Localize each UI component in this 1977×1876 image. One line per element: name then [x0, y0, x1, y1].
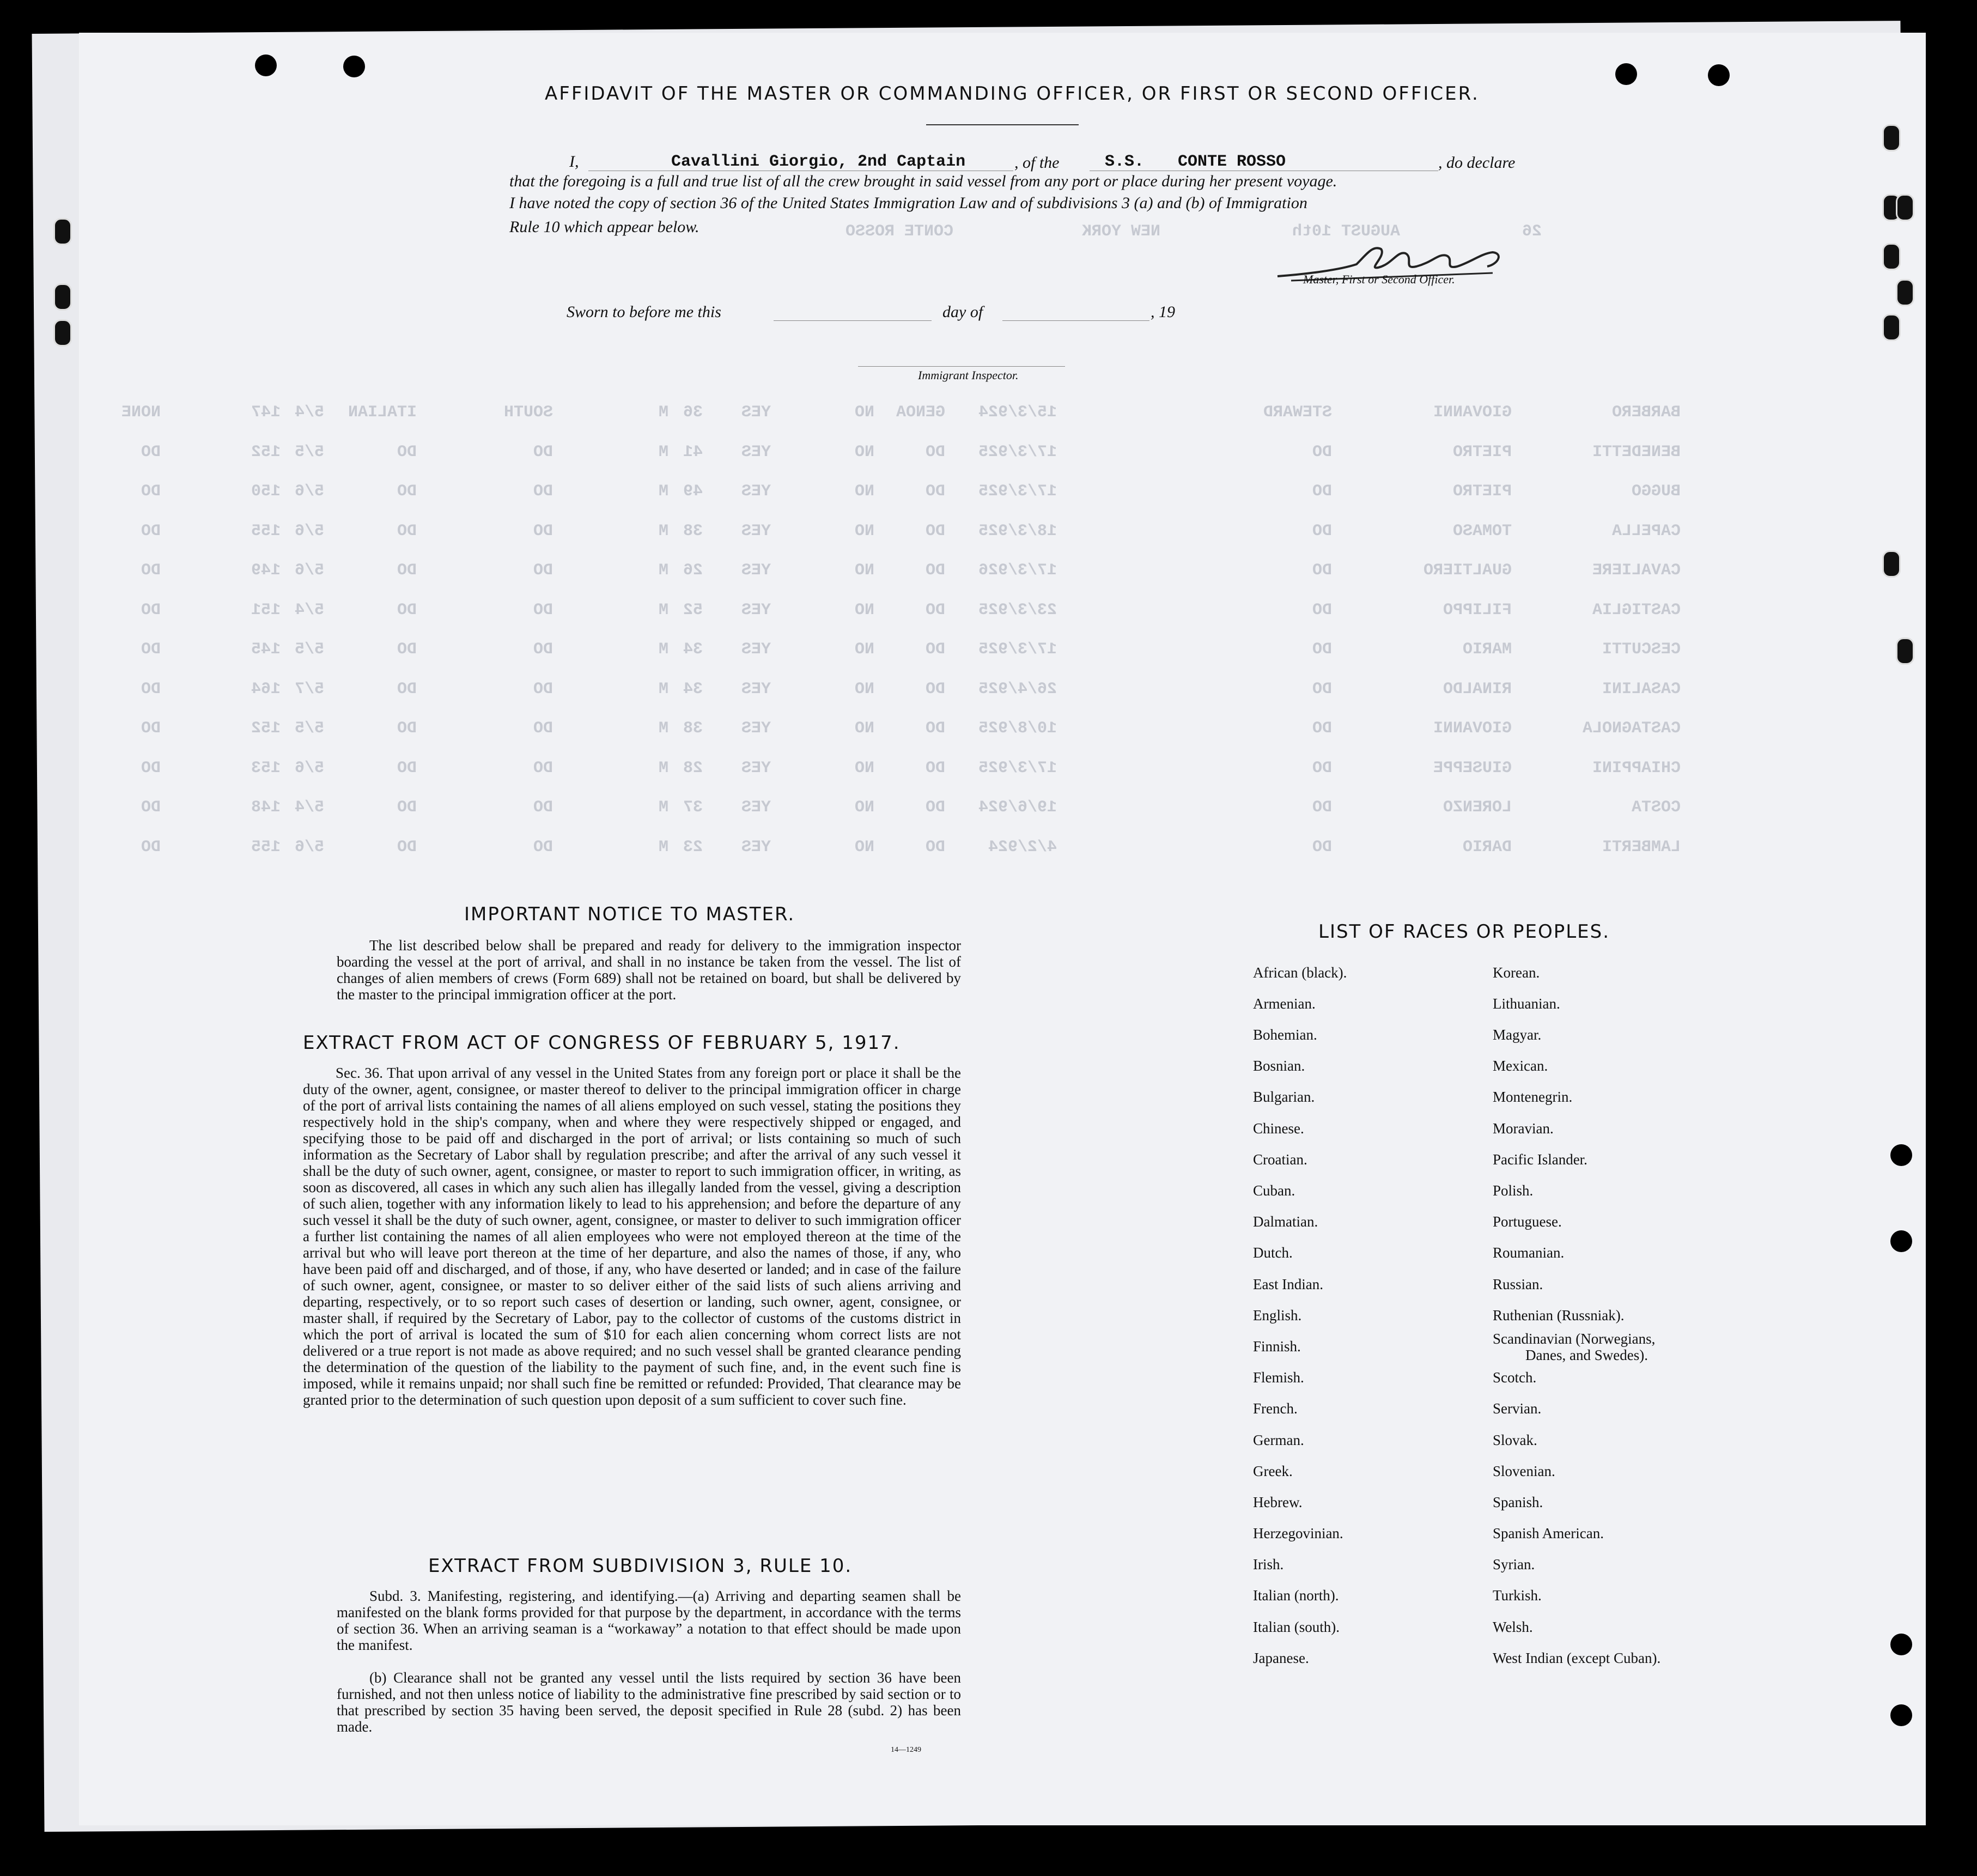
bleed-cell: 49: [683, 482, 703, 501]
affidavit-i-label: I,: [569, 153, 579, 171]
bleed-cell: DO: [141, 443, 161, 462]
race-item: Ruthenian (Russniak).: [1493, 1307, 1625, 1323]
punch-hole: [1890, 1144, 1912, 1166]
bleed-cell: DO: [397, 719, 417, 738]
bleed-cell: DO: [1312, 838, 1332, 857]
race-item: Hebrew.: [1253, 1494, 1303, 1510]
bleed-cell: M: [658, 482, 668, 501]
bleed-cell: MARIO: [1462, 640, 1512, 659]
bleed-cell: DO: [397, 680, 417, 699]
bleed-cell: 5/4: [294, 403, 324, 422]
bleed-cell: 18/3/925: [978, 522, 1057, 541]
race-item: Slovenian.: [1493, 1463, 1555, 1479]
bleed-cell: DO: [533, 482, 553, 501]
affidavit-line-2: that the foregoing is a full and true list of all the crew brought in said vessel from any port or place during her present voyage.: [509, 172, 1337, 190]
bleed-cell: 155: [251, 522, 281, 541]
race-item: Portuguese.: [1493, 1213, 1562, 1230]
bleed-cell: DO: [925, 798, 945, 817]
extract-act-heading: EXTRACT FROM ACT OF CONGRESS OF FEBRUARY 5, 1917.: [303, 1032, 901, 1054]
punch-hole: [343, 56, 365, 77]
bleed-cell: YES: [741, 522, 771, 541]
bleed-cell: 145: [251, 640, 281, 659]
race-item: Croatian.: [1253, 1151, 1307, 1168]
officer-name: Cavallini Giorgio, 2nd Captain: [671, 153, 966, 171]
bleed-cell: GIUSEPPE: [1433, 759, 1512, 778]
bleed-cell: 17/3/925: [978, 759, 1057, 778]
bleed-cell: DO: [141, 561, 161, 580]
race-item: Bulgarian.: [1253, 1089, 1315, 1105]
fill-line: [1002, 320, 1149, 321]
bleed-cell: DO: [1312, 759, 1332, 778]
race-item: Spanish American.: [1493, 1525, 1604, 1541]
inspector-caption: Immigrant Inspector.: [918, 368, 1019, 382]
punch-hole: [1896, 638, 1914, 665]
race-item: Magyar.: [1493, 1027, 1542, 1043]
bleed-cell: 36: [683, 403, 703, 422]
bleed-cell: NO: [854, 522, 874, 541]
bleed-cell: DO: [533, 443, 553, 462]
fill-line: [858, 366, 1065, 367]
bleed-cell: DO: [397, 601, 417, 620]
bleed-cell: DO: [141, 640, 161, 659]
bleed-cell: 37: [683, 798, 703, 817]
important-notice-body: The list described below shall be prepared and ready for delivery to the immigration inspector boarding the vessel at the port of arrival, and shall in no instance be taken from the vessel. The list of changes of alien members of crews (Form 689) shall not be retained on board, but shall be delivered by the master to the principal immigration officer at the port.: [337, 937, 961, 1003]
bleed-cell: LAMBERTI: [1602, 838, 1681, 857]
bleed-cell: 34: [683, 680, 703, 699]
bleed-cell: DO: [925, 838, 945, 857]
bleed-cell: DO: [397, 759, 417, 778]
bleed-cell: DO: [533, 838, 553, 857]
bleed-cell: DO: [925, 522, 945, 541]
day-of-label: day of: [942, 303, 983, 321]
bleed-cell: YES: [741, 640, 771, 659]
bleed-cell: YES: [741, 680, 771, 699]
bleed-cell: 152: [251, 719, 281, 738]
bleed-cell: M: [658, 403, 668, 422]
bleed-cell: M: [658, 680, 668, 699]
bleed-cell: DO: [533, 798, 553, 817]
bleed-cell: NO: [854, 838, 874, 857]
bleed-cell: NO: [854, 482, 874, 501]
bleed-cell: GIOVANNI: [1433, 719, 1512, 738]
bleed-cell: 23/3/925: [978, 601, 1057, 620]
bleed-cell: 17/3/925: [978, 640, 1057, 659]
bleed-cell: DO: [1312, 680, 1332, 699]
bleed-cell: 5/6: [294, 759, 324, 778]
bleed-cell: DO: [1312, 482, 1332, 501]
of-the-label: , of the: [1014, 154, 1060, 172]
punch-hole: [1896, 194, 1914, 221]
bleed-cell: 5/4: [294, 601, 324, 620]
bleed-cell: 10/8/925: [978, 719, 1057, 738]
bleed-cell: 5/7: [294, 680, 324, 699]
bleed-cell: NO: [854, 759, 874, 778]
bleed-cell: NO: [854, 640, 874, 659]
bleed-cell: DO: [925, 561, 945, 580]
bleed-cell: 5/6: [294, 522, 324, 541]
bleed-cell: 5/4: [294, 798, 324, 817]
bleed-cell: DO: [397, 482, 417, 501]
bleed-cell: DO: [533, 522, 553, 541]
bleed-cell: DO: [397, 838, 417, 857]
races-heading: LIST OF RACES OR PEOPLES.: [1318, 921, 1610, 943]
race-item: Italian (south).: [1253, 1619, 1340, 1635]
bleed-cell: GIOVANNI: [1433, 403, 1512, 422]
race-item: Welsh.: [1493, 1619, 1533, 1635]
title-rule: [926, 124, 1079, 125]
bleed-cell: M: [658, 522, 668, 541]
bleed-cell: DO: [1312, 561, 1332, 580]
race-item: Cuban.: [1253, 1182, 1295, 1199]
bleed-cell: 15/3/924: [978, 403, 1057, 422]
bleed-cell: ITALIAN: [348, 403, 417, 422]
bleed-cell: 148: [251, 798, 281, 817]
bleed-cell: 152: [251, 443, 281, 462]
bleed-cell: DO: [1312, 522, 1332, 541]
ship-name: CONTE ROSSO: [1178, 153, 1286, 171]
punch-hole: [255, 54, 277, 76]
race-item: French.: [1253, 1400, 1298, 1417]
race-item: Japanese.: [1253, 1650, 1309, 1666]
form-number: 14—1249: [891, 1746, 921, 1754]
bleed-cell: PIETRO: [1452, 482, 1512, 501]
bleed-header-ship: CONTE ROSSO: [845, 222, 953, 241]
bleed-cell: DO: [925, 759, 945, 778]
punch-hole: [1882, 550, 1901, 578]
bleed-cell: DO: [397, 443, 417, 462]
bleed-cell: DO: [925, 680, 945, 699]
race-item: Turkish.: [1493, 1587, 1542, 1604]
bleed-cell: CESCUTTI: [1602, 640, 1681, 659]
bleed-cell: M: [658, 561, 668, 580]
bleed-cell: STEWARD: [1263, 403, 1332, 422]
race-item: Flemish.: [1253, 1369, 1304, 1386]
bleed-cell: NO: [854, 403, 874, 422]
bleed-cell: 151: [251, 601, 281, 620]
race-item: Dalmatian.: [1253, 1213, 1318, 1230]
bleed-cell: M: [658, 838, 668, 857]
race-item: English.: [1253, 1307, 1302, 1323]
bleed-cell: YES: [741, 561, 771, 580]
bleed-cell: CASTAGNOLA: [1582, 719, 1681, 738]
race-item: East Indian.: [1253, 1276, 1323, 1292]
bleed-cell: YES: [741, 719, 771, 738]
bleed-cell: LORENZO: [1443, 798, 1512, 817]
bleed-cell: BARBERO: [1611, 403, 1681, 422]
bleed-cell: RINALDO: [1443, 680, 1512, 699]
bleed-cell: 38: [683, 522, 703, 541]
bleed-cell: YES: [741, 443, 771, 462]
bleed-cell: DO: [141, 522, 161, 541]
bleed-cell: DO: [397, 798, 417, 817]
bleed-cell: DO: [533, 719, 553, 738]
bleed-cell: BUGGO: [1631, 482, 1681, 501]
bleed-cell: GUALTIERO: [1423, 561, 1512, 580]
race-item: Polish.: [1493, 1182, 1534, 1199]
bleed-cell: DO: [533, 640, 553, 659]
important-notice-heading: IMPORTANT NOTICE TO MASTER.: [464, 903, 795, 925]
race-item: Pacific Islander.: [1493, 1151, 1587, 1168]
extract-rule-heading: EXTRACT FROM SUBDIVISION 3, RULE 10.: [428, 1555, 853, 1577]
race-item: Russian.: [1493, 1276, 1543, 1292]
extract-rule-para-b: (b) Clearance shall not be granted any vessel until the lists required by section 36 have been furnished, and not then unless notice of liability to the administrative fine prescribed by said section or to that prescribed by section 35 having been served, the deposit specified in Rule 28 (subd. 2) has been made.: [337, 1669, 961, 1735]
bleed-cell: 5/6: [294, 838, 324, 857]
bleed-cell: DO: [1312, 719, 1332, 738]
bleed-cell: DO: [141, 482, 161, 501]
bleed-cell: CASALINI: [1602, 680, 1681, 699]
bleed-cell: BENEDETTI: [1592, 443, 1681, 462]
affidavit-title: AFFIDAVIT OF THE MASTER OR COMMANDING OFFICER, OR FIRST OR SECOND OFFICER.: [545, 83, 1480, 105]
bleed-cell: DO: [141, 798, 161, 817]
bleed-cell: NO: [854, 601, 874, 620]
bleed-cell: 5/5: [294, 443, 324, 462]
bleed-cell: 150: [251, 482, 281, 501]
race-item: African (black).: [1253, 964, 1347, 981]
bleed-cell: DO: [397, 561, 417, 580]
bleed-cell: CAPELLA: [1611, 522, 1681, 541]
punch-hole: [1896, 279, 1914, 306]
punch-hole: [1890, 1634, 1912, 1655]
race-item: Greek.: [1253, 1463, 1293, 1479]
race-item: Syrian.: [1493, 1556, 1535, 1573]
bleed-cell: 149: [251, 561, 281, 580]
punch-hole: [1882, 124, 1901, 151]
bleed-cell: 17/3/926: [978, 561, 1057, 580]
bleed-cell: 155: [251, 838, 281, 857]
bleed-cell: 5/6: [294, 561, 324, 580]
bleed-cell: DO: [1312, 601, 1332, 620]
bleed-cell: DO: [533, 561, 553, 580]
fill-line: [774, 320, 932, 321]
punch-hole: [1615, 63, 1637, 85]
sworn-label: Sworn to before me this: [567, 303, 721, 321]
race-item: Servian.: [1493, 1400, 1542, 1417]
bleed-cell: DO: [141, 759, 161, 778]
bleed-cell: DO: [925, 443, 945, 462]
bleed-cell: M: [658, 443, 668, 462]
punch-hole: [1890, 1230, 1912, 1252]
punch-hole: [53, 218, 72, 245]
bleed-cell: DO: [141, 838, 161, 857]
race-item: Montenegrin.: [1493, 1089, 1573, 1105]
bleed-cell: YES: [741, 798, 771, 817]
bleed-header-port: NEW YORK: [1081, 222, 1160, 241]
race-item: Irish.: [1253, 1556, 1284, 1573]
bleed-cell: YES: [741, 482, 771, 501]
punch-hole: [53, 319, 72, 347]
affidavit-line-4: Rule 10 which appear below.: [509, 218, 699, 236]
bleed-cell: 164: [251, 680, 281, 699]
bleed-cell: 17/3/925: [978, 482, 1057, 501]
race-item: Moravian.: [1493, 1120, 1554, 1137]
bleed-cell: DO: [1312, 798, 1332, 817]
bleed-cell: COSTA: [1631, 798, 1681, 817]
bleed-cell: CHIAPPINI: [1592, 759, 1681, 778]
bleed-cell: PIETRO: [1452, 443, 1512, 462]
bleed-cell: 34: [683, 640, 703, 659]
bleed-cell: M: [658, 601, 668, 620]
bleed-cell: 17/3/925: [978, 443, 1057, 462]
bleed-cell: YES: [741, 838, 771, 857]
bleed-cell: 28: [683, 759, 703, 778]
bleed-cell: 153: [251, 759, 281, 778]
bleed-cell: YES: [741, 403, 771, 422]
race-item: Korean.: [1493, 964, 1540, 981]
year-label: , 19: [1151, 303, 1175, 321]
bleed-header-date: AUGUST 10th: [1292, 222, 1400, 241]
race-item: Herzegovinian.: [1253, 1525, 1343, 1541]
bleed-cell: DO: [141, 601, 161, 620]
punch-hole: [1882, 314, 1901, 341]
bleed-cell: M: [658, 759, 668, 778]
bleed-cell: 23: [683, 838, 703, 857]
bleed-cell: DO: [925, 601, 945, 620]
punch-hole: [1890, 1704, 1912, 1726]
bleed-cell: NO: [854, 719, 874, 738]
race-item: Danes, and Swedes).: [1525, 1347, 1648, 1363]
bleed-cell: DO: [397, 522, 417, 541]
bleed-cell: DARIO: [1462, 838, 1512, 857]
race-item: West Indian (except Cuban).: [1493, 1650, 1661, 1666]
bleed-cell: NO: [854, 443, 874, 462]
bleed-cell: 5/5: [294, 640, 324, 659]
bleed-cell: 26: [683, 561, 703, 580]
extract-act-body: Sec. 36. That upon arrival of any vessel in the United States from any foreign port or place it shall be the duty of the owner, agent, consignee, or master thereof to deliver to the principal immigration officer in charge of the port of arrival lists containing the names of all aliens employed on such vessel, stating the positions they respectively hold in the ship's company, when and where they were respectively shipped or engaged, and specifying those to be paid off and discharged in the port of arrival; or lists containing so much of such information as the Secretary of Labor shall by regulation prescribe; and after the arrival of any such vessel it shall be the duty of such owner, agent, consignee, or master to report to such immigration officer, in writing, as soon as discovered, all cases in which any such alien has illegally landed from the vessel, giving a description of such alien, together with any information likely to lead to his apprehension; and before the departure of any such vessel it shall be the duty of such owner, agent, consignee, or master to deliver to such immigration officer a further list containing the names of all alien employees who were not employed thereon at the time of the arrival but who will leave port thereon at the time of her departure, and also the names of those, if any, who have been paid off and discharged, and of those, if any, who have deserted or landed; and in case of the failure of such owner, agent, consignee, or master to so deliver either of the said lists of such aliens arriving and departing, respectively, or to so report such cases of desertion or landing, such owner, agent, consignee, or master shall, if required by the Secretary of Labor, pay to the collector of customs of the customs district in which the port of arrival is located the sum of $10 for each alien concerning whom correct lists are not delivered or a true report is not made as above required; and no such vessel shall be granted clearance pending the determination of the question of the liability to the payment of such fine, and, in the event such fine is imposed, while it remains unpaid; nor shall such fine be remitted or refunded: Provided, That clearance may be granted prior to the determination of such question upon deposit of a sum sufficient to cover such fine.: [303, 1065, 961, 1408]
race-item: Roumanian.: [1493, 1244, 1565, 1261]
document-sheet: [79, 33, 1926, 1825]
race-item: Armenian.: [1253, 995, 1316, 1012]
race-item: Scotch.: [1493, 1369, 1537, 1386]
bleed-cell: 5/5: [294, 719, 324, 738]
bleed-cell: DO: [141, 719, 161, 738]
bleed-cell: 147: [251, 403, 281, 422]
signature-caption: Master, First or Second Officer.: [1303, 272, 1455, 286]
extract-rule-para-a: Subd. 3. Manifesting, registering, and identifying.—(a) Arriving and departing seamen shall be manifested on the blank forms provided for that purpose by the department, in accordance with the terms of section 36. When an arriving seaman is a “workaway” a notation to that effect should be made upon the manifest.: [337, 1588, 961, 1653]
bleed-cell: NO: [854, 680, 874, 699]
bleed-cell: 5/6: [294, 482, 324, 501]
bleed-cell: M: [658, 640, 668, 659]
bleed-cell: SOUTH: [503, 403, 553, 422]
race-item: Bosnian.: [1253, 1058, 1305, 1074]
bleed-cell: DO: [397, 640, 417, 659]
bleed-cell: YES: [741, 759, 771, 778]
race-item: German.: [1253, 1432, 1304, 1448]
bleed-cell: TOMASO: [1452, 522, 1512, 541]
race-item: Spanish.: [1493, 1494, 1543, 1510]
race-item: Chinese.: [1253, 1120, 1304, 1137]
bleed-cell: NO: [854, 798, 874, 817]
race-item: Slovak.: [1493, 1432, 1537, 1448]
bleed-cell: DO: [925, 719, 945, 738]
bleed-cell: DO: [925, 640, 945, 659]
bleed-cell: M: [658, 719, 668, 738]
bleed-cell: DO: [1312, 640, 1332, 659]
race-item: Finnish.: [1253, 1338, 1301, 1355]
race-item: Bohemian.: [1253, 1027, 1317, 1043]
bleed-cell: DO: [533, 680, 553, 699]
bleed-cell: DO: [533, 601, 553, 620]
bleed-cell: DO: [533, 759, 553, 778]
bleed-cell: DO: [925, 482, 945, 501]
affidavit-line-3: I have noted the copy of section 36 of the United States Immigration Law and of subdivisions 3 (a) and (b) of Immigration: [509, 194, 1307, 212]
bleed-cell: CASTIGLIA: [1592, 601, 1681, 620]
bleed-cell: FILIPPO: [1443, 601, 1512, 620]
bleed-cell: 19/6/924: [978, 798, 1057, 817]
bleed-cell: NONE: [121, 403, 161, 422]
bleed-cell: DO: [1312, 443, 1332, 462]
bleed-cell: 52: [683, 601, 703, 620]
punch-hole: [53, 283, 72, 311]
bleed-cell: DO: [141, 680, 161, 699]
bleed-cell: 38: [683, 719, 703, 738]
race-item: Italian (north).: [1253, 1587, 1339, 1604]
race-item: Mexican.: [1493, 1058, 1548, 1074]
bleed-cell: 4/2/924: [988, 838, 1057, 857]
bleed-cell: M: [658, 798, 668, 817]
bleed-cell: YES: [741, 601, 771, 620]
bleed-cell: NO: [854, 561, 874, 580]
bleed-cell: 41: [683, 443, 703, 462]
bleed-header-number: 26: [1522, 222, 1542, 241]
bleed-cell: GENOA: [896, 403, 945, 422]
bleed-cell: 26/4/925: [978, 680, 1057, 699]
race-item: Lithuanian.: [1493, 995, 1560, 1012]
punch-hole: [1882, 243, 1901, 270]
punch-hole: [1708, 64, 1730, 86]
race-item: Dutch.: [1253, 1244, 1293, 1261]
ship-prefix: S.S.: [1105, 153, 1145, 171]
race-item: Scandinavian (Norwegians,: [1493, 1331, 1656, 1347]
do-declare-label: , do declare: [1438, 154, 1516, 172]
bleed-cell: CAVALIERE: [1592, 561, 1681, 580]
